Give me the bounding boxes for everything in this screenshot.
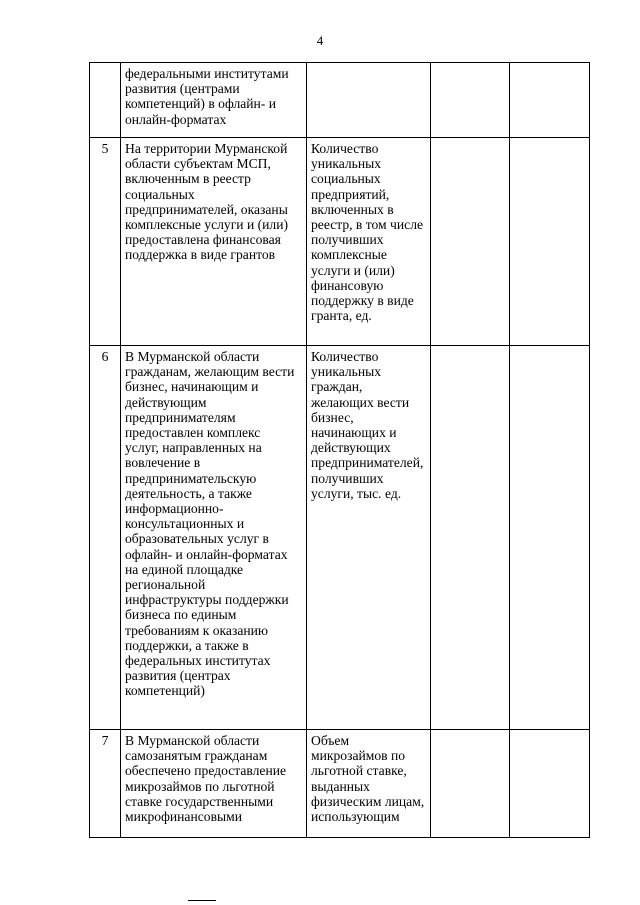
table-row xyxy=(90,63,590,138)
description-cell: федеральными институтами развития (центрами компетенций) в офлайн- и онлайн-форматах xyxy=(121,63,307,138)
empty-cell xyxy=(510,63,590,138)
row-number-cell: 7 xyxy=(90,730,121,838)
footer-mark xyxy=(188,900,216,901)
table-row xyxy=(90,346,590,730)
empty-cell xyxy=(431,730,510,838)
description-cell: В Мурманской области самозанятым гражданам обеспечено предоставление микрозаймов по льготной ставке государственными микрофинансовыми xyxy=(121,730,307,838)
table-row xyxy=(90,730,590,838)
empty-cell xyxy=(510,730,590,838)
indicator-cell: Количество уникальных граждан, желающих вести бизнес, начинающих и действующих предпринимателей, получивших услуги, тыс. ед. xyxy=(307,346,431,730)
empty-cell xyxy=(510,346,590,730)
document-table xyxy=(89,62,590,838)
indicator-cell xyxy=(307,63,431,138)
row-number-cell: 6 xyxy=(90,346,121,730)
page-number: 4 xyxy=(316,33,324,48)
description-cell: В Мурманской области гражданам, желающим вести бизнес, начинающим и действующим предпринимателям предоставлен комплекс услуг, направленных на вовлечение в предпринимательскую деятельность, а также информационно- консультационных и образовательных услуг в офлайн- и онлайн-форматах на единой площадке региональной инфраструктуры поддержки бизнеса по единым требованиям к оказанию поддержки, а также в федеральных институтах развития (центрах компетенций) xyxy=(121,346,307,730)
table-row xyxy=(90,138,590,346)
description-cell: На территории Мурманской области субъектам МСП, включенным в реестр социальных предпринимателей, оказаны комплексные услуги и (или) предоставлена финансовая поддержка в виде грантов xyxy=(121,138,307,346)
empty-cell xyxy=(431,346,510,730)
empty-cell xyxy=(431,138,510,346)
row-number-cell: 5 xyxy=(90,138,121,346)
row-number-cell xyxy=(90,63,121,138)
indicator-cell: Объем микрозаймов по льготной ставке, выданных физическим лицам, использующим xyxy=(307,730,431,838)
empty-cell xyxy=(510,138,590,346)
empty-cell xyxy=(431,63,510,138)
indicator-cell: Количество уникальных социальных предприятий, включенных в реестр, в том числе получивших комплексные услуги и (или) финансовую поддержку в виде гранта, ед. xyxy=(307,138,431,346)
